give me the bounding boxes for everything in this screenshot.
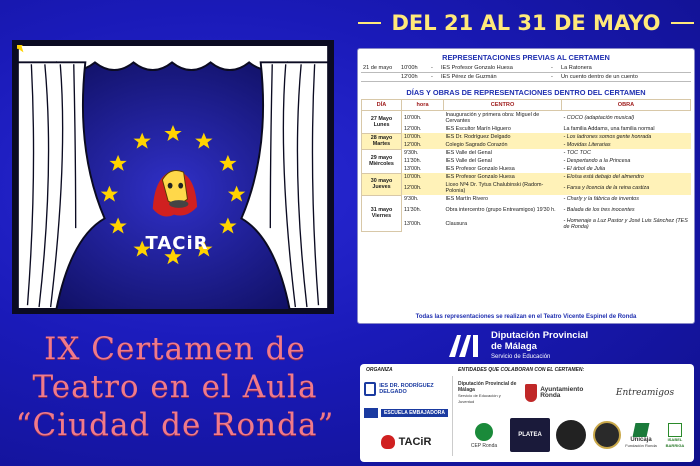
table-header-row <box>362 100 691 111</box>
table-row <box>362 133 691 141</box>
table-row <box>362 195 691 203</box>
ies-mark-icon <box>364 382 376 396</box>
cell-work: - Homenaje a Luz Pastor y José Luis Sánchez (TES de Ronda) <box>563 218 688 230</box>
isabel-name: ISABEL BARRIGA <box>665 437 685 448</box>
cell-center: IES Valle del Genal <box>445 150 492 156</box>
cell-day: 29 mayo Miércoles <box>362 149 402 173</box>
cep-logo <box>458 416 510 456</box>
dentro-title: DÍAS Y OBRAS DE REPRESENTACIONES DENTRO DEL CERTAMEN <box>406 88 646 97</box>
eu-flag-icon <box>364 408 378 418</box>
entreamigos-logo <box>602 378 688 408</box>
diputacion-block <box>447 330 647 360</box>
table-row <box>362 165 691 173</box>
cell-center: IES Profesor Gonzalo Huesa <box>444 173 562 181</box>
venue-note: Todas las representaciones se realizan en el Teatro Vicente Espinel de Ronda <box>415 314 637 320</box>
cell-work: - Charly y la fábrica de inventos <box>563 196 640 202</box>
cell-hour: 13'00h. <box>404 166 422 172</box>
cell-center: Obra intercentro (grupo Entreamigos) 19'30 h. <box>445 207 556 213</box>
divider <box>452 376 453 456</box>
cell-work: - Despertando a la Princesa <box>563 158 631 164</box>
cell-day: 21 de mayo <box>361 64 399 73</box>
date-header <box>358 8 694 38</box>
unicaja-sub: Fundación Ronda <box>625 443 657 448</box>
cell-dash: - <box>429 73 439 82</box>
cell-day: 28 mayo Martes <box>362 133 402 149</box>
title-line-2: Teatro en el Aula <box>32 369 318 405</box>
dipu-small-name: Diputación Provincial de Málaga <box>458 381 517 393</box>
table-row <box>362 181 691 195</box>
table-row <box>362 141 691 149</box>
cell-hour: 12'00h. <box>402 181 444 195</box>
previas-title: REPRESENTACIONES PREVIAS AL CERTAMEN <box>442 53 610 62</box>
entreamigos-name: Entreamigos <box>615 388 675 398</box>
header-rule-left <box>358 22 381 24</box>
cell-work: La Ratonera <box>559 64 691 73</box>
cell-day: 31 mayo Viernes <box>362 195 402 231</box>
dipu-small-logo <box>458 378 518 408</box>
poster-title <box>0 330 350 444</box>
cell-center: IES Valle del Genal <box>445 158 492 164</box>
diputacion-text <box>491 330 588 360</box>
schedule-sheet <box>357 48 695 324</box>
cell-hour: 13'00h. <box>404 221 422 227</box>
masks-logo <box>590 418 624 452</box>
cell-day: 30 mayo Jueves <box>362 173 402 195</box>
header-hour: hora <box>402 100 444 111</box>
table-row <box>362 217 691 231</box>
cell-hour: 10'00h. <box>404 115 422 121</box>
ies-logo <box>364 378 448 400</box>
cell-work: - Movidas Literarias <box>562 141 691 149</box>
cell-center: Clausura <box>445 221 468 227</box>
cep-mark-icon <box>475 423 493 441</box>
ayto-name: Ayuntamiento Ronda <box>540 386 584 399</box>
tacir-logo <box>364 430 448 454</box>
diputacion-name-1: Diputación Provincial <box>491 330 589 341</box>
dentro-table <box>361 99 691 232</box>
table-row <box>362 157 691 165</box>
sponsors-panel <box>360 364 694 462</box>
badge-circle-icon <box>556 420 586 450</box>
cell-day <box>361 73 399 82</box>
diputacion-name-2: de Málaga <box>491 341 537 352</box>
table-row <box>362 149 691 157</box>
cell-hour: 11'30h. <box>404 207 422 213</box>
cell-work: Un cuento dentro de un cuento <box>559 73 691 82</box>
cell-hour: 12'00h <box>399 73 429 82</box>
cell-hour: 9'30h. <box>404 196 419 202</box>
cell-dash: - <box>549 64 559 73</box>
cell-center: IES Escultor Marín Higuero <box>445 126 511 132</box>
unicaja-mark-icon <box>633 423 650 437</box>
table-row <box>361 73 691 82</box>
cell-center: Colegio Sagrado Corazón <box>444 141 562 149</box>
table-row <box>361 64 691 73</box>
cell-center: IES Profesor Gonzalo Huesa <box>445 166 515 172</box>
cell-hour: 10'00h <box>399 64 429 73</box>
cell-hour: 11'30h. <box>404 158 422 164</box>
unicaja-name: Unicaja <box>630 437 652 443</box>
cell-hour: 9'30h. <box>404 150 419 156</box>
previas-table <box>361 64 691 82</box>
cell-work: - COCO (adaptación musical) <box>563 115 635 121</box>
escuela-name: ESCUELA EMBAJADORA <box>381 409 448 417</box>
ayto-crest-icon <box>525 384 537 402</box>
title-line-1: IX Certamen de <box>44 331 306 367</box>
diputacion-logo-icon <box>447 331 483 359</box>
badge-logo <box>554 418 588 452</box>
cell-work: - Los ladrones somos gente honrada <box>562 133 691 141</box>
cell-day: 27 Mayo Lunes <box>362 111 402 134</box>
cell-hour: 10'00h. <box>402 133 444 141</box>
mask-icon <box>381 435 395 449</box>
isabel-mark-icon <box>668 423 682 437</box>
cep-name: CEP Ronda <box>470 443 498 449</box>
header-day: DÍA <box>362 100 402 111</box>
tacir-name: TACiR <box>398 436 432 448</box>
table-row <box>362 111 691 126</box>
cell-hour: 12'00h. <box>404 126 422 132</box>
cell-work: - El árbol de Julia <box>563 166 606 172</box>
table-row <box>362 203 691 217</box>
stage-frame <box>12 40 334 314</box>
brand-tacir: TACiR <box>145 233 209 254</box>
table-row <box>362 125 691 133</box>
unicaja-logo <box>624 416 658 456</box>
ies-name: IES DR. RODRÍGUEZ DELGADO <box>379 383 434 395</box>
cell-center: Liceo Nº4 Dr. Tytus Chalubinski (Radom- Polonia) <box>444 181 562 195</box>
platea-logo <box>510 418 550 452</box>
title-line-3: “Ciudad de Ronda” <box>15 407 335 443</box>
header-center: CENTRO <box>444 100 562 111</box>
organiza-label: ORGANIZA <box>366 367 393 373</box>
dipu-small-sub: Servicio de Educación y Juventud <box>458 393 501 404</box>
cell-work: - TOC TOC <box>563 150 591 156</box>
diputacion-sub: Servicio de Educación <box>491 354 551 360</box>
header-work: OBRA <box>562 100 691 111</box>
cell-dash: - <box>429 64 439 73</box>
cell-work: - Eloísa está debajo del almendro <box>562 173 691 181</box>
platea-name: PLATEA <box>518 432 542 438</box>
table-row <box>362 173 691 181</box>
cell-center: IES Profesor Gonzalo Huesa <box>439 64 549 73</box>
escuela-logo <box>364 406 448 420</box>
cell-work: La familia Addams, una familia normal <box>563 126 655 132</box>
cell-work: - Balada de los tres inocentes <box>563 207 635 213</box>
program-panel <box>352 0 700 466</box>
cell-hour: 12'00h. <box>402 141 444 149</box>
isabel-logo <box>658 416 692 456</box>
date-range: DEL 21 AL 31 DE MAYO <box>391 11 661 35</box>
entidades-label: ENTIDADES QUE COLABORAN CON EL CERTAMEN: <box>458 367 585 373</box>
header-rule-right <box>671 22 694 24</box>
cell-center: IES Dr. Rodríguez Delgado <box>444 133 562 141</box>
cell-center: IES Martín Rivero <box>445 196 489 202</box>
cell-center: Inauguración y primera obra: Miguel de Cervantes <box>445 112 540 124</box>
cell-center: IES Pérez de Guzmán <box>439 73 549 82</box>
ayto-logo <box>525 378 597 408</box>
theatre-stage-illustration <box>17 45 329 309</box>
theatre-masks-icon <box>593 421 621 449</box>
cell-dash: - <box>549 73 559 82</box>
cell-hour: 10'00h. <box>402 173 444 181</box>
cell-work: - Farsa y licencia de la reina castiza <box>562 181 691 195</box>
